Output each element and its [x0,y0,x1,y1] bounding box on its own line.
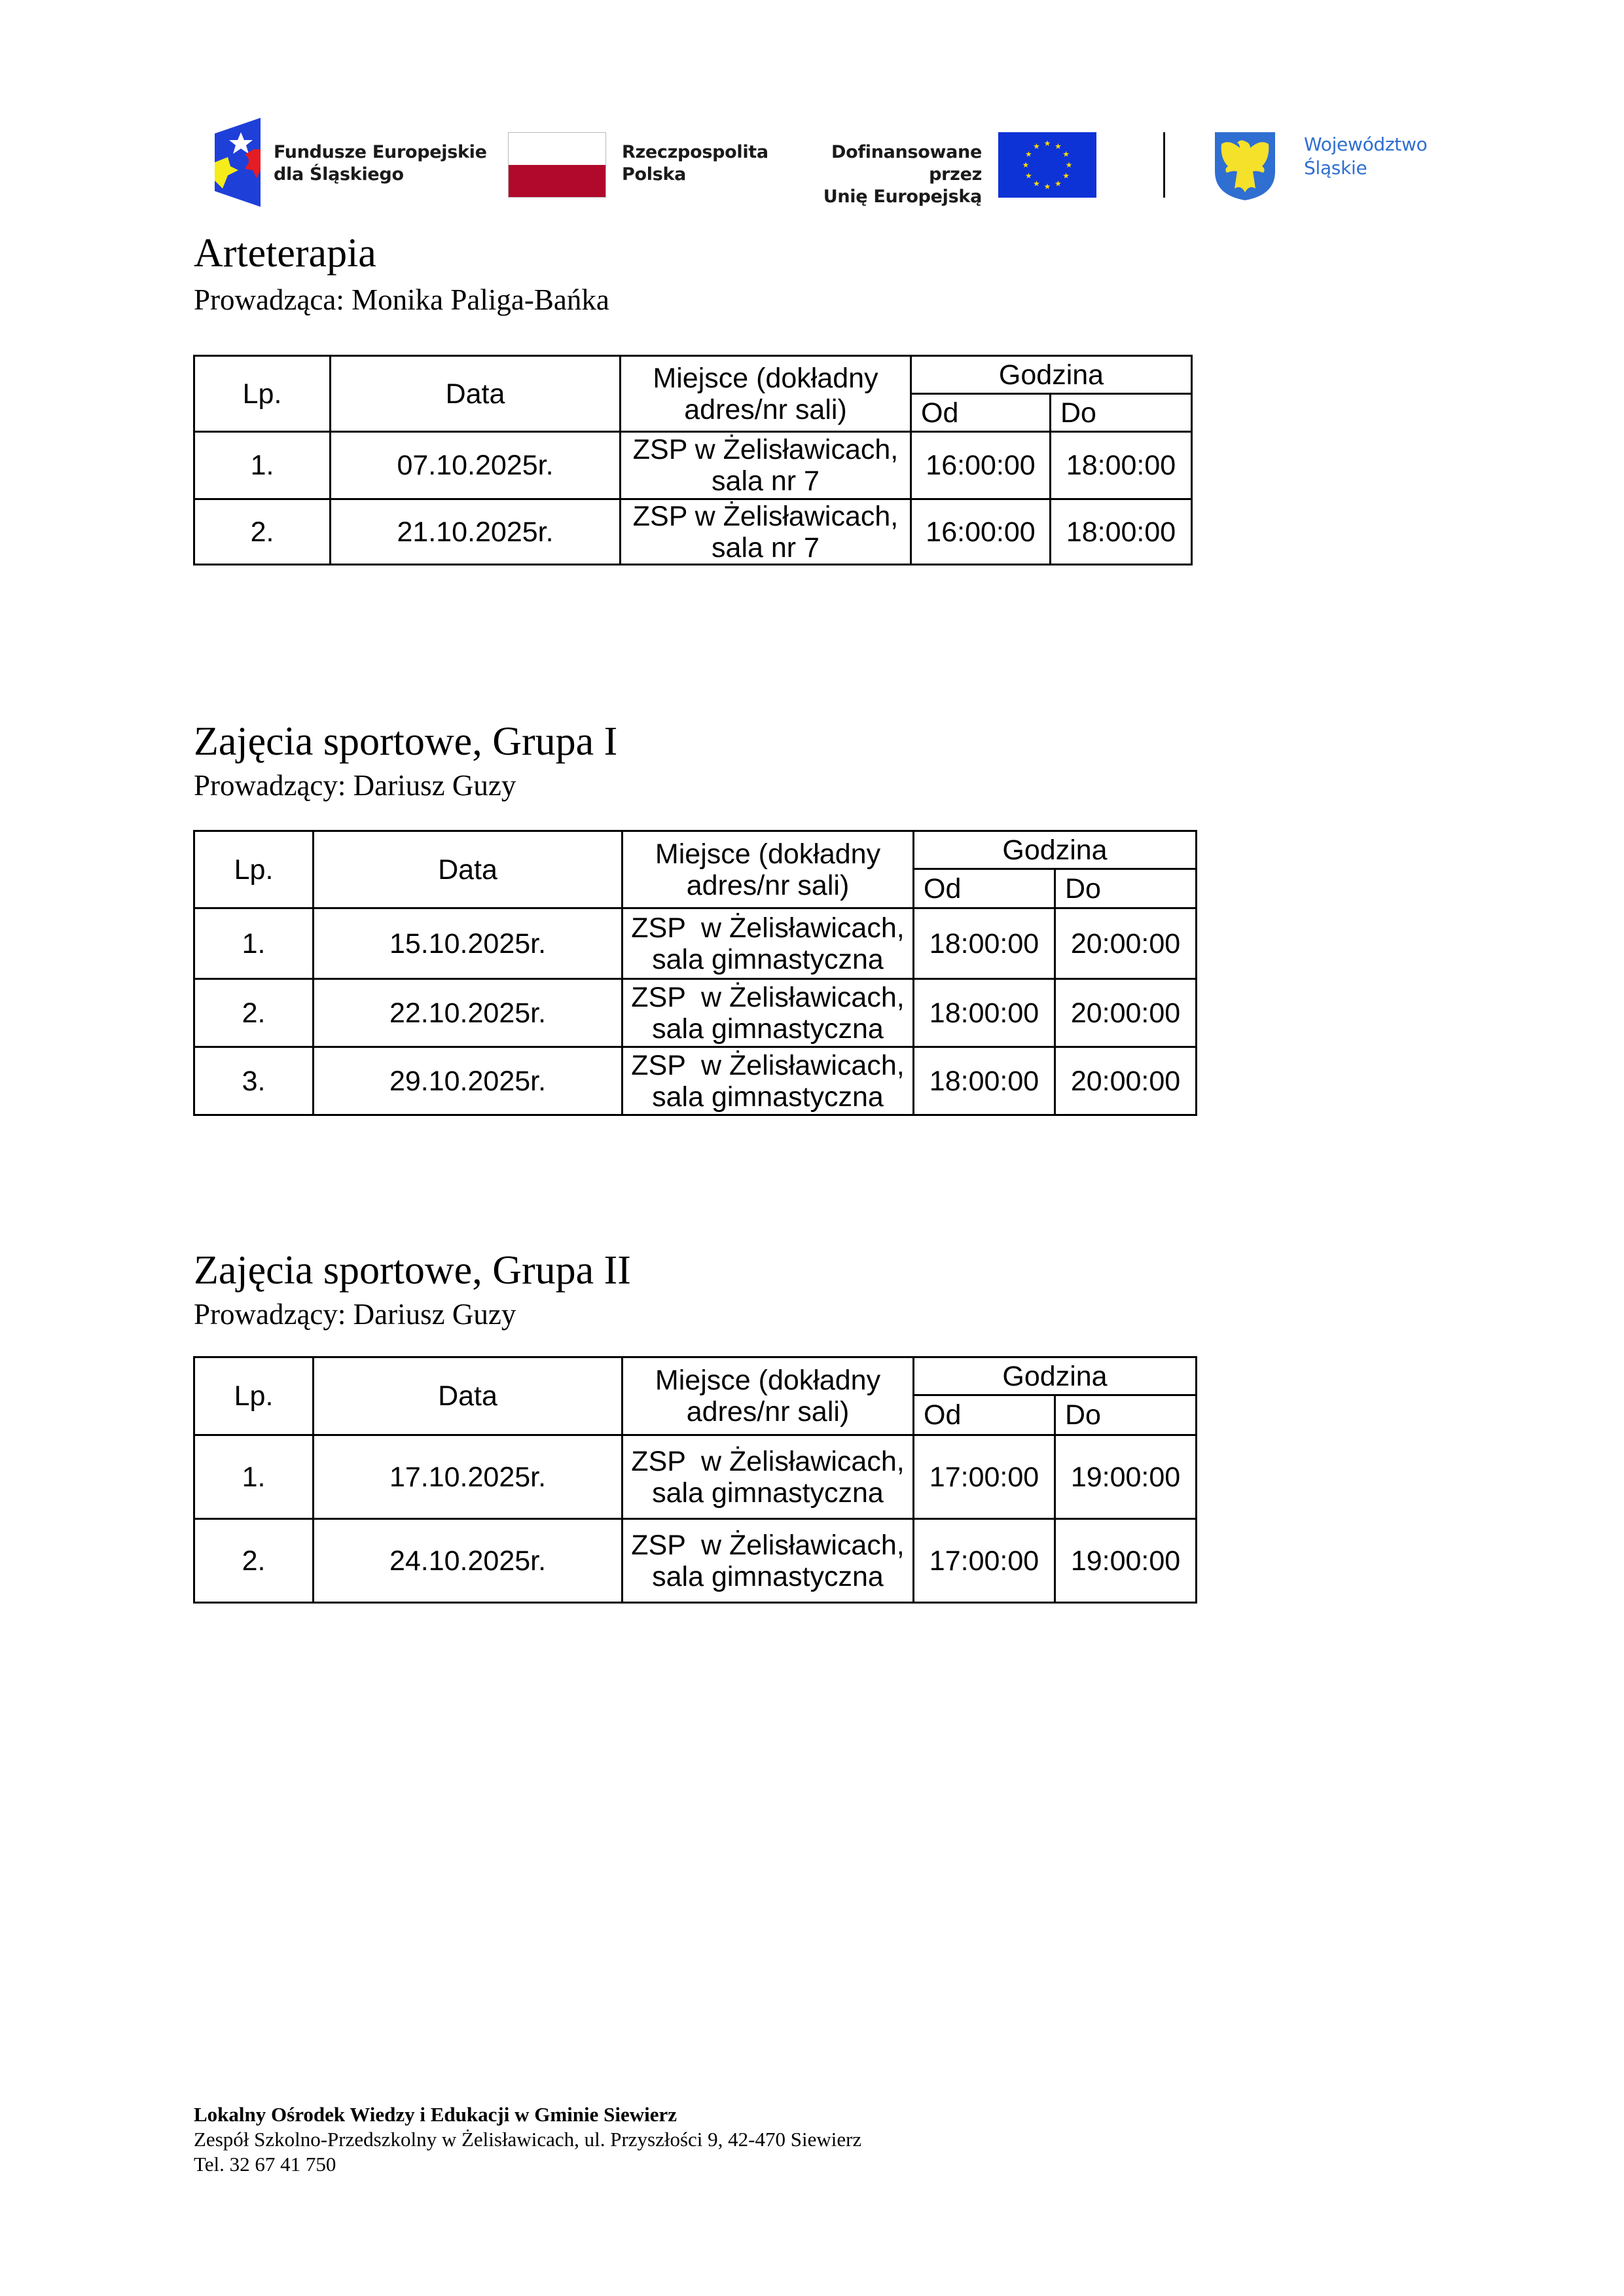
cell-to: 18:00:00 [1051,499,1192,565]
cell-date: 29.10.2025r. [314,1047,623,1115]
header-date: Data [331,356,621,432]
cell-lp: 1. [194,1435,314,1519]
logo-line: Unię Europejską [823,187,982,207]
table-row [194,1519,1197,1603]
cell-date: 22.10.2025r. [314,979,623,1047]
table-row [194,432,1192,499]
eu-star-icon: ★ [1022,160,1030,170]
header-place: Miejsce (dokładny adres/nr sali) [623,1357,914,1435]
section-title: Zajęcia sportowe, Grupa I [194,719,618,764]
footer-address: Zespół Szkolno-Przedszkolny w Żelisławicach, ul. Przyszłości 9, 42-470 Siewierz [194,2128,862,2151]
logo-bar [0,0,1624,223]
cell-place: ZSP w Żelisławicach, sala gimnastyczna [623,908,914,979]
silesian-eagle-crest-icon [1215,132,1275,200]
cell-from: 16:00:00 [911,499,1051,565]
eu-star-icon: ★ [1043,139,1051,148]
logo-line: Dofinansowane przez [831,142,982,185]
cell-lp: 3. [194,1047,314,1115]
cell-date: 07.10.2025r. [331,432,621,499]
cell-lp: 2. [194,1519,314,1603]
eu-star-icon: ★ [1062,149,1070,159]
logo-line: Fundusze Europejskie [274,142,487,162]
cell-to: 18:00:00 [1051,432,1192,499]
cell-date: 15.10.2025r. [314,908,623,979]
page-footer [194,2102,861,2177]
cell-place: ZSP w Żelisławicach, sala gimnastyczna [623,1047,914,1115]
logo-line: Województwo [1304,134,1428,155]
polish-flag-icon [508,132,606,198]
header-hour: Godzina [914,831,1197,869]
cell-to: 19:00:00 [1055,1435,1197,1519]
table-row [194,499,1192,565]
table-row [194,908,1197,979]
fundusze-europejskie-icon [215,118,261,207]
eu-star-icon: ★ [1043,182,1051,191]
table-row [194,1047,1197,1115]
cell-to: 20:00:00 [1055,908,1197,979]
wojewodztwo-slaskie-label [1304,133,1427,180]
cell-place: ZSP w Żelisławicach, sala nr 7 [621,499,911,565]
cell-to: 19:00:00 [1055,1519,1197,1603]
cell-from: 17:00:00 [914,1519,1055,1603]
cell-date: 24.10.2025r. [314,1519,623,1603]
eu-cofinanced-label [793,141,982,208]
section-title: Arteterapia [194,231,376,276]
footer-org: Lokalny Ośrodek Wiedzy i Edukacji w Gminie Siewierz [194,2103,677,2126]
section-title: Zajęcia sportowe, Grupa II [194,1248,631,1293]
cell-lp: 2. [194,499,331,565]
header-from: Od [911,394,1051,432]
cell-lp: 1. [194,432,331,499]
footer-phone: Tel. 32 67 41 750 [194,2153,336,2176]
schedule-table [193,830,1197,1116]
logo-line: Polska [622,164,687,185]
header-lp: Lp. [194,831,314,908]
logo-line: Rzeczpospolita [622,142,768,162]
table-row [194,979,1197,1047]
cell-from: 18:00:00 [914,1047,1055,1115]
fundusze-europejskie-label [274,141,487,186]
logo-divider [1163,132,1165,198]
cell-date: 17.10.2025r. [314,1435,623,1519]
header-date: Data [314,1357,623,1435]
eu-star-icon: ★ [1025,149,1032,159]
header-place: Miejsce (dokładny adres/nr sali) [623,831,914,908]
logo-line: Śląskie [1304,157,1367,179]
cell-place: ZSP w Żelisławicach, sala nr 7 [621,432,911,499]
cell-from: 18:00:00 [914,979,1055,1047]
section-leader: Prowadzący: Dariusz Guzy [194,1298,516,1331]
section-leader: Prowadząca: Monika Paliga-Bańka [194,283,609,316]
logo-line: dla Śląskiego [274,164,404,185]
cell-from: 16:00:00 [911,432,1051,499]
cell-place: ZSP w Żelisławicach, sala gimnastyczna [623,1435,914,1519]
eu-star-icon: ★ [1055,141,1062,151]
eu-star-icon: ★ [1055,179,1062,188]
header-to: Do [1051,394,1192,432]
cell-lp: 1. [194,908,314,979]
cell-place: ZSP w Żelisławicach, sala gimnastyczna [623,1519,914,1603]
eu-star-icon: ★ [1025,171,1032,181]
table-row [194,1435,1197,1519]
cell-from: 18:00:00 [914,908,1055,979]
schedule-table [193,355,1193,565]
header-hour: Godzina [911,356,1192,394]
eu-star-icon: ★ [1033,179,1040,188]
cell-from: 17:00:00 [914,1435,1055,1519]
cell-to: 20:00:00 [1055,979,1197,1047]
header-from: Od [914,1395,1055,1435]
header-from: Od [914,869,1055,908]
eu-star-icon: ★ [1065,160,1073,170]
section-leader: Prowadzący: Dariusz Guzy [194,769,516,802]
schedule-table [193,1356,1197,1604]
eu-star-icon: ★ [1062,171,1070,181]
header-date: Data [314,831,623,908]
eu-flag-icon [998,132,1096,198]
cell-lp: 2. [194,979,314,1047]
cell-place: ZSP w Żelisławicach, sala gimnastyczna [623,979,914,1047]
header-to: Do [1055,1395,1197,1435]
cell-date: 21.10.2025r. [331,499,621,565]
header-place: Miejsce (dokładny adres/nr sali) [621,356,911,432]
header-to: Do [1055,869,1197,908]
header-hour: Godzina [914,1357,1197,1395]
header-lp: Lp. [194,1357,314,1435]
eu-star-icon: ★ [1033,141,1040,151]
rzeczpospolita-polska-label [622,141,768,186]
header-lp: Lp. [194,356,331,432]
cell-to: 20:00:00 [1055,1047,1197,1115]
